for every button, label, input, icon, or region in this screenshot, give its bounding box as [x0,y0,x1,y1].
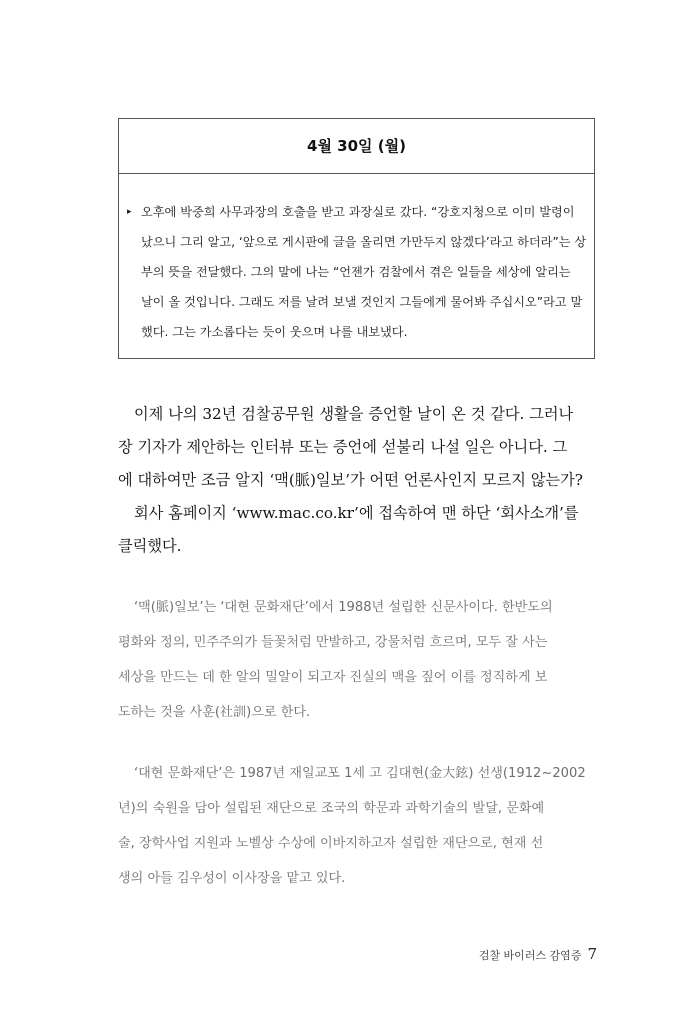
diary-divider [119,173,594,174]
diary-line-text: 날이 올 것입니다. 그래도 저를 날려 보낼 것인지 그들에게 물어봐 주십시오”라고 말 [141,295,583,309]
quote-line: ‘대현 문화재단’은 1987년 재일교포 1세 고 김대현(金大鉉) 선생(1912~2002 [134,766,586,781]
diary-line [127,287,589,317]
diary-line-text: 오후에 박중희 사무과장의 호출을 받고 과장실로 갔다. “강호지청으로 이미 발령이 [141,205,575,219]
diary-line-text: 했다. 그는 가소롭다는 듯이 웃으며 나를 내보냈다. [141,325,408,339]
running-book-title: 검찰 바이러스 감염증 [478,949,582,962]
diary-line [127,317,589,347]
diary-line [127,227,589,257]
main-line: 클릭했다. [118,537,182,555]
quoted-company-intro [118,590,600,730]
diary-line [127,257,589,287]
quote-line: 년)의 숙원을 담아 설립된 재단으로 조국의 학문과 과학기술의 발달, 문화예 [118,801,545,816]
diary-line-text: 났으니 그리 알고, ‘앞으로 게시판에 글을 올리면 가만두지 않겠다’라고 하더라”는 상 [141,235,587,249]
main-line: 회사 홈페이지 ‘www.mac.co.kr’에 접속하여 맨 하단 ‘회사소개’를 [134,504,579,522]
quote-line: 술, 장학사업 지원과 노벨상 수상에 이바지하고자 설립한 재단으로, 현재 선 [118,836,544,851]
diary-line [127,197,589,227]
page-footer [479,945,597,963]
quote-line: 평화와 정의, 민주주의가 들꽃처럼 만발하고, 강물처럼 흐르며, 모두 잘 사는 [118,635,548,650]
diary-body [127,197,589,347]
quote-line: 생의 아들 김우성이 이사장을 맡고 있다. [118,871,346,886]
diary-line-text: 부의 뜻을 전달했다. 그의 말에 나는 “언젠가 검찰에서 겪은 일들을 세상에 알리는 [141,265,571,279]
main-line: 이제 나의 32년 검찰공무원 생활을 증언할 날이 온 것 같다. 그러나 [134,405,574,423]
main-line: 장 기자가 제안하는 인터뷰 또는 증언에 섣불리 나설 일은 아니다. 그 [118,438,568,456]
diary-date-heading: 4월 30일 (월) [307,137,406,155]
page-number: 7 [587,945,597,963]
quoted-foundation-intro [118,756,600,896]
quote-line: 도하는 것을 사훈(社訓)으로 한다. [118,705,311,720]
main-paragraph [118,398,600,563]
bullet-triangle-icon: ▸ [127,207,132,217]
quote-line: ‘맥(脈)일보’는 ‘대현 문화재단’에서 1988년 설립한 신문사이다. 한반도의 [134,600,553,615]
main-line: 에 대하여만 조금 알지 ‘맥(脈)일보’가 어떤 언론사인지 모르지 않는가? [118,471,583,489]
diary-entry-box [118,118,595,359]
quote-line: 세상을 만드는 데 한 알의 밀알이 되고자 진실의 맥을 짚어 이를 정직하게 보 [118,670,548,685]
